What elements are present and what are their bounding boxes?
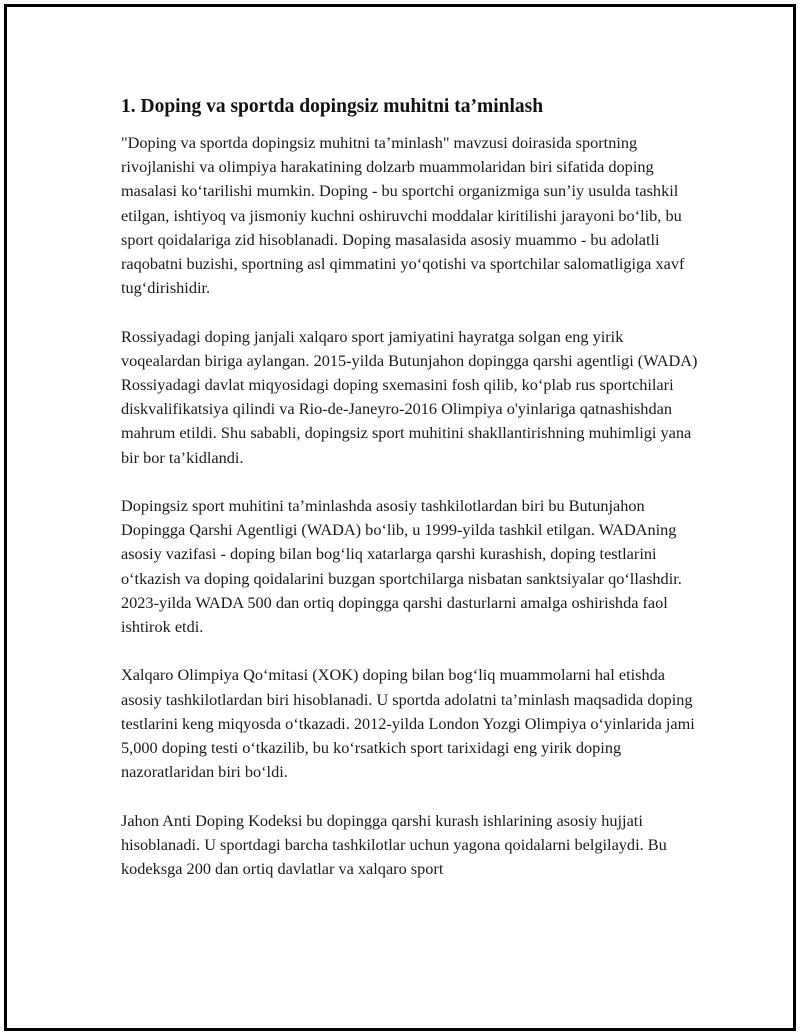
paragraph-wada: Dopingsiz sport muhitini ta’minlashda asosiy tashkilotlardan biri bu Butunjahon Dopingga Qarshi Agentligi (WADA) bo‘lib, u 1999-yilda tashkil etilgan. WADAning asosiy vazifasi - doping bilan bog‘liq xatarlarga qarshi kurashish, doping testlarini o‘tkazish va doping qoidalarini buzgan sportchilarga nisbatan sanktsiyalar qo‘llashdir. 2023-yilda WADA 500 dan ortiq dopingga qarshi dasturlarni amalga oshirishda faol ishtirok etdi.: [121, 496, 682, 637]
section-heading: 1. Doping va sportda dopingsiz muhitni ta’minlash: [121, 96, 544, 117]
paragraph-russia-scandal: Rossiyadagi doping janjali xalqaro sport jamiyatini hayratga solgan eng yirik voqealardan biriga aylangan. 2015-yilda Butunjahon dopingga qarshi agentligi (WADA) Rossiyadagi davlat miqyosidagi doping sxemasini fosh qilib, ko‘plab rus sportchilari diskvalifikatsiya qilindi va Rio-de-Janeyro-2016 Olimpiya o'yinlariga qatnashishdan mahrum etildi. Shu sababli, dopingsiz sport muhitini shakllantirishning muhimligi yana bir bor ta’kidlandi.: [121, 326, 698, 467]
paragraph-ioc: Xalqaro Olimpiya Qo‘mitasi (XOK) doping bilan bog‘liq muammolarni hal etishda asosiy tashkilotlardan biri hisoblanadi. U sportda adolatni ta’minlash maqsadida doping testlarini keng miqyosda o‘tkazadi. 2012-yilda London Yozgi Olimpiya o‘yinlarida jami 5,000 doping testi o‘tkazilib, bu ko‘rsatkich sport tarixidagi eng yirik doping nazoratlaridan biri bo‘ldi.: [121, 665, 695, 782]
document-body: [121, 95, 701, 905]
paragraph-world-anti-doping-code: Jahon Anti Doping Kodeksi bu dopingga qarshi kurash ishlarining asosiy hujjati hisoblanadi. U sportdagi barcha tashkilotlar uchun yagona qoidalarni belgilaydi. Bu kodeksga 200 dan ortiq davlatlar va xalqaro sport: [121, 810, 667, 879]
page-frame: [4, 4, 796, 1031]
paragraph-doping-definition: "Doping va sportda dopingsiz muhitni ta’minlash" mavzusi doirasida sportning rivojlanishi va olimpiya harakatining dolzarb muammolaridan biri sifatida doping masalasi ko‘tarilishi mumkin. Doping - bu sportchi organizmiga sun’iy usulda tashkil etilgan, ishtiyoq va jismoniy kuchni oshiruvchi moddalar kiritilishi jarayoni bo‘lib, bu sport qoidalariga zid hisoblanadi. Doping masalasida asosiy muammo - bu adolatli raqobatni buzishi, sportning asl qimmatini yo‘qotishi va sportchilar salomatligiga xavf tug‘dirishidir.: [121, 133, 685, 298]
